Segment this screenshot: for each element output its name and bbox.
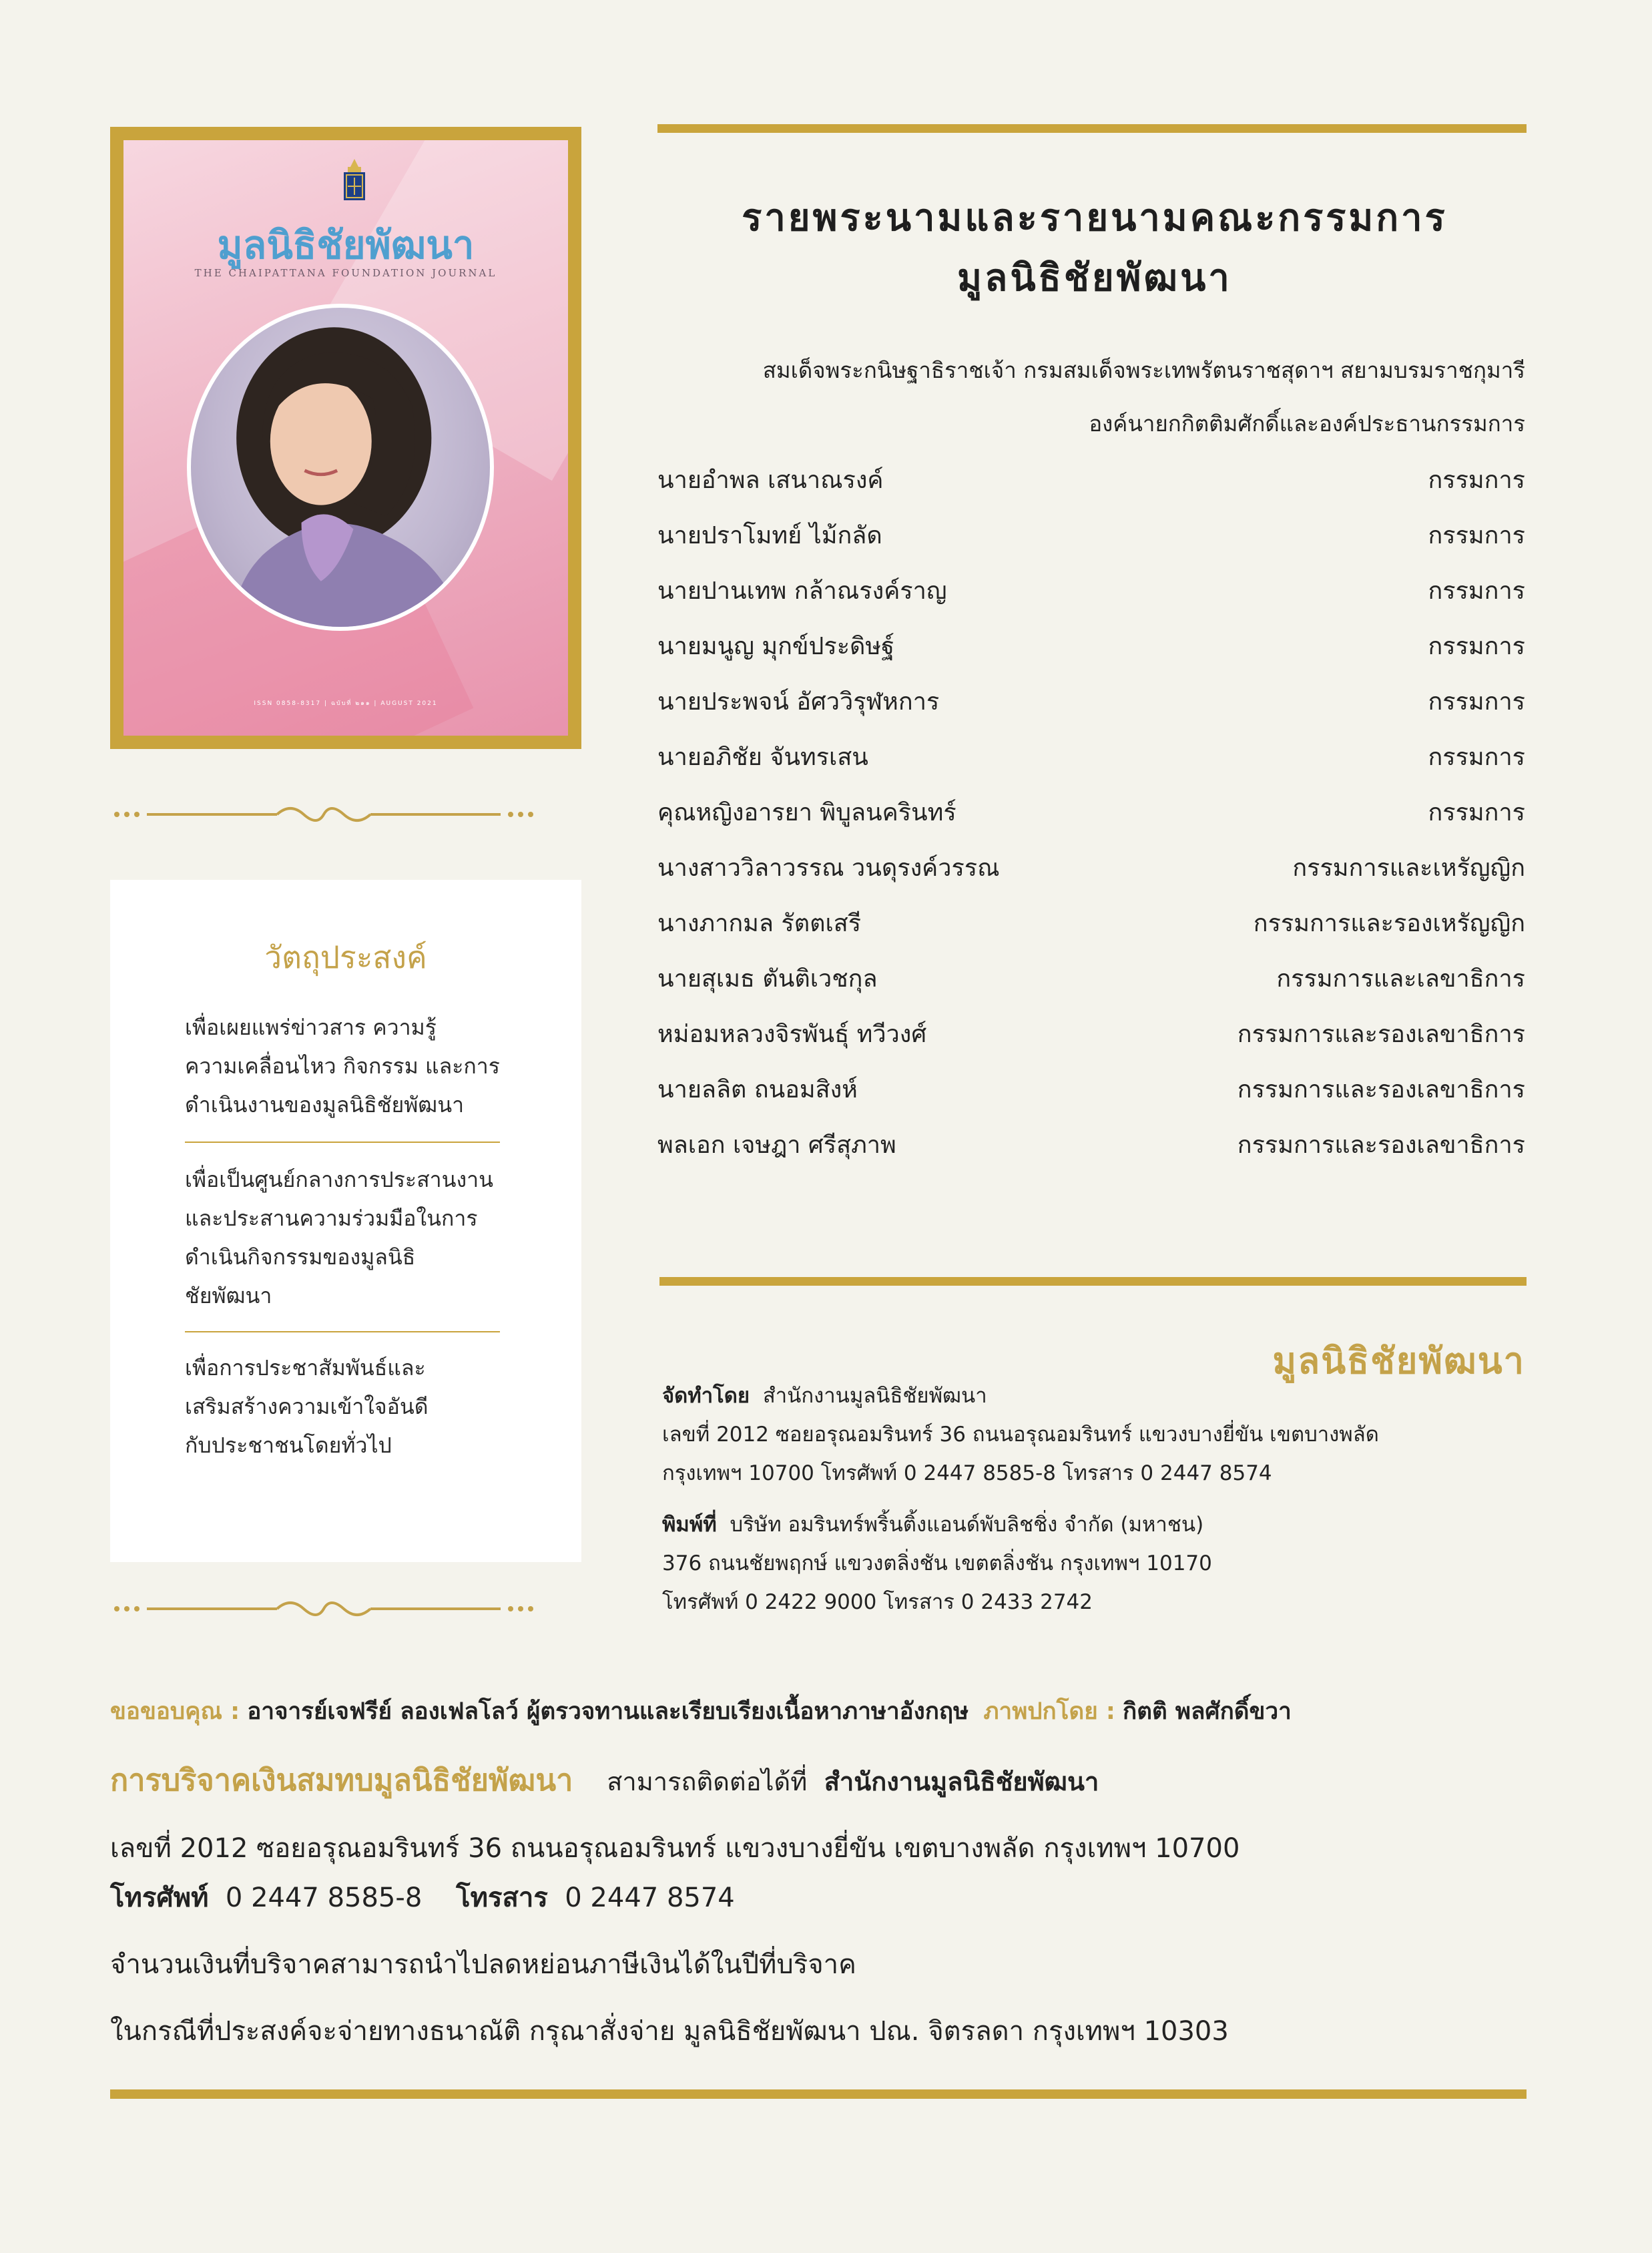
donation-phone-fax [110, 1876, 735, 1919]
thanks-text: อาจารย์เจฟรีย์ ลองเฟลโลว์ ผู้ตรวจทานและเรียบเรียงเนื้อหาภาษาอังกฤษ [247, 1698, 969, 1725]
objective-line: เพื่อการประชาสัมพันธ์และ [185, 1355, 426, 1381]
member-name: นายมนูญ มุกข์ประดิษฐ์ [657, 633, 895, 660]
objective-line: เพื่อเป็นศูนย์กลางการประสานงาน [185, 1167, 493, 1192]
member-name: คุณหญิงอารยา พิบูลนครินทร์ [657, 799, 956, 826]
top-rule [657, 124, 1527, 133]
objective-item [185, 1008, 500, 1124]
title-line: รายพระนามและรายนามคณะกรรมการ [742, 196, 1448, 240]
member-row [657, 738, 1525, 793]
member-name: นายปราโมทย์ ไม้กลัด [657, 522, 882, 549]
member-name: นายลลิต ถนอมสิงห์ [657, 1076, 858, 1103]
member-row [657, 571, 1525, 627]
emblem-icon [338, 158, 370, 204]
tax-note: จำนวนเงินที่บริจาคสามารถนำไปลดหย่อนภาษีเงินได้ในปีที่บริจาค [110, 1949, 856, 1980]
produced-address: เลขที่ 2012 ซอยอรุณอมรินทร์ 36 ถนนอรุณอมรินทร์ แขวงบางยี่ขัน เขตบางพลัด [662, 1423, 1379, 1447]
member-row [657, 904, 1525, 959]
objective-line: เพื่อเผยแพร่ข่าวสาร ความรู้ [185, 1015, 437, 1040]
member-role: กรรมการ [1428, 467, 1525, 494]
cover-footer: ISSN 0858-8317 | ฉบับที่ ๒๑๑ | AUGUST 2021 [254, 700, 438, 707]
member-name: หม่อมหลวงจิรพันธุ์ ทวีวงศ์ [657, 1021, 927, 1048]
thanks-label: ขอขอบคุณ : [110, 1698, 240, 1725]
contact-label: สามารถติดต่อได้ที่ [607, 1767, 808, 1796]
member-role: กรรมการ [1428, 799, 1525, 826]
printed-by-label: พิมพ์ที่ [662, 1513, 717, 1537]
contact-org: สำนักงานมูลนิธิชัยพัฒนา [824, 1767, 1099, 1796]
member-role: กรรมการและรองเลขาธิการ [1237, 1076, 1525, 1103]
objective-divider [185, 1331, 500, 1332]
objective-line: และประสานความร่วมมือในการ [185, 1206, 478, 1231]
journal-cover [110, 127, 581, 749]
objective-item [185, 1348, 500, 1465]
member-name: นายอำพล เสนาณรงค์ [657, 467, 884, 494]
member-row [657, 793, 1525, 848]
member-role: กรรมการและเลขาธิการ [1276, 965, 1525, 993]
member-role: กรรมการและรองเลขาธิการ [1237, 1021, 1525, 1048]
page-title [667, 188, 1522, 308]
patron-line: สมเด็จพระกนิษฐาธิราชเจ้า กรมสมเด็จพระเทพรัตนราชสุดาฯ สยามบรมราชกุมารี [762, 357, 1525, 383]
member-row [657, 959, 1525, 1015]
member-row [657, 1125, 1525, 1181]
member-name: นายสุเมธ ตันติเวชกุล [657, 965, 878, 993]
ornament-divider-icon [113, 801, 534, 828]
produced-by-value: สำนักงานมูลนิธิชัยพัฒนา [762, 1384, 987, 1408]
member-row [657, 682, 1525, 738]
member-role: กรรมการ [1428, 522, 1525, 549]
donation-title: การบริจาคเงินสมทบมูลนิธิชัยพัฒนา [110, 1762, 573, 1798]
portrait-image [187, 304, 494, 631]
member-role: กรรมการ [1428, 744, 1525, 771]
objective-line: ดำเนินกิจกรรมของมูลนิธิ [185, 1244, 416, 1270]
phone-value: 0 2447 8585-8 [225, 1883, 423, 1913]
money-order-note: ในกรณีที่ประสงค์จะจ่ายทางธนาณัติ กรุณาสั่งจ่าย มูลนิธิชัยพัฒนา ปณ. จิตรลดา กรุงเทพฯ 10303 [110, 2016, 1229, 2047]
member-row [657, 627, 1525, 682]
produced-by [662, 1376, 987, 1415]
objective-line: กับประชาชนโดยทั่วไป [185, 1433, 392, 1458]
member-name: นายอภิชัย จันทรเสน [657, 744, 868, 771]
cover-credit-text: กิตติ พลศักดิ์ขวา [1123, 1698, 1292, 1725]
member-name: นางภากมล รัตตเสรี [657, 910, 862, 937]
donation-heading [110, 1756, 1099, 1804]
member-name: นายปานเทพ กล้าณรงค์ราญ [657, 577, 947, 605]
bottom-rule [110, 2089, 1527, 2099]
fax-label: โทรสาร [456, 1883, 548, 1913]
section-rule [659, 1277, 1527, 1286]
foundation-name: มูลนิธิชัยพัฒนา [1272, 1340, 1525, 1382]
member-row [657, 516, 1525, 571]
member-row [657, 1070, 1525, 1125]
cover-credit-label: ภาพปกโดย : [983, 1698, 1115, 1725]
objective-line: ดำเนินงานของมูลนิธิชัยพัฒนา [185, 1092, 465, 1117]
phone-label: โทรศัพท์ [110, 1883, 209, 1913]
member-role: กรรมการ [1428, 688, 1525, 716]
member-role: กรรมการ [1428, 633, 1525, 660]
printed-address: 376 ถนนชัยพฤกษ์ แขวงตลิ่งชัน เขตตลิ่งชัน กรุงเทพฯ 10170 [662, 1551, 1212, 1575]
cover-title: มูลนิธิชัยพัฒนา [217, 222, 475, 268]
ornament-divider-icon [113, 1595, 534, 1622]
member-name: พลเอก เจษฎา ศรีสุภาพ [657, 1132, 896, 1159]
member-row [657, 848, 1525, 904]
credits-line [110, 1693, 1292, 1730]
donation-address: เลขที่ 2012 ซอยอรุณอมรินทร์ 36 ถนนอรุณอมรินทร์ แขวงบางยี่ขัน เขตบางพลัด กรุงเทพฯ 10700 [110, 1833, 1240, 1864]
member-role: กรรมการและเหรัญญิก [1292, 854, 1525, 882]
printed-by-value: บริษัท อมรินทร์พริ้นติ้งแอนด์พับลิชชิ่ง จำกัด (มหาชน) [730, 1513, 1204, 1537]
member-row [657, 461, 1525, 516]
member-row [657, 1015, 1525, 1070]
patron-role: องค์นายกกิตติมศักดิ์และองค์ประธานกรรมการ [1089, 411, 1525, 437]
produced-by-label: จัดทำโดย [662, 1384, 750, 1408]
objectives-title: วัตถุประสงค์ [264, 939, 427, 975]
objective-line: เสริมสร้างความเข้าใจอันดี [185, 1394, 429, 1419]
member-role: กรรมการและรองเลขาธิการ [1237, 1132, 1525, 1159]
fax-value: 0 2447 8574 [565, 1883, 735, 1913]
cover-subtitle: THE CHAIPATTANA FOUNDATION JOURNAL [194, 267, 497, 279]
title-line: มูลนิธิชัยพัฒนา [957, 256, 1232, 300]
objective-line: ความเคลื่อนไหว กิจกรรม และการ [185, 1053, 500, 1079]
member-name: นายประพจน์ อัศววิรุฬหการ [657, 688, 940, 716]
objective-item [185, 1160, 500, 1315]
objective-line: ชัยพัฒนา [185, 1283, 272, 1308]
member-role: กรรมการและรองเหรัญญิก [1253, 910, 1525, 937]
objective-divider [185, 1142, 500, 1143]
objectives-panel [110, 880, 581, 1562]
member-role: กรรมการ [1428, 577, 1525, 605]
produced-contact: กรุงเทพฯ 10700 โทรศัพท์ 0 2447 8585-8 โทรสาร 0 2447 8574 [662, 1461, 1272, 1485]
printed-contact: โทรศัพท์ 0 2422 9000 โทรสาร 0 2433 2742 [662, 1590, 1093, 1614]
printed-by [662, 1505, 1203, 1544]
member-name: นางสาววิลาวรรณ วนดุรงค์วรรณ [657, 854, 1000, 882]
